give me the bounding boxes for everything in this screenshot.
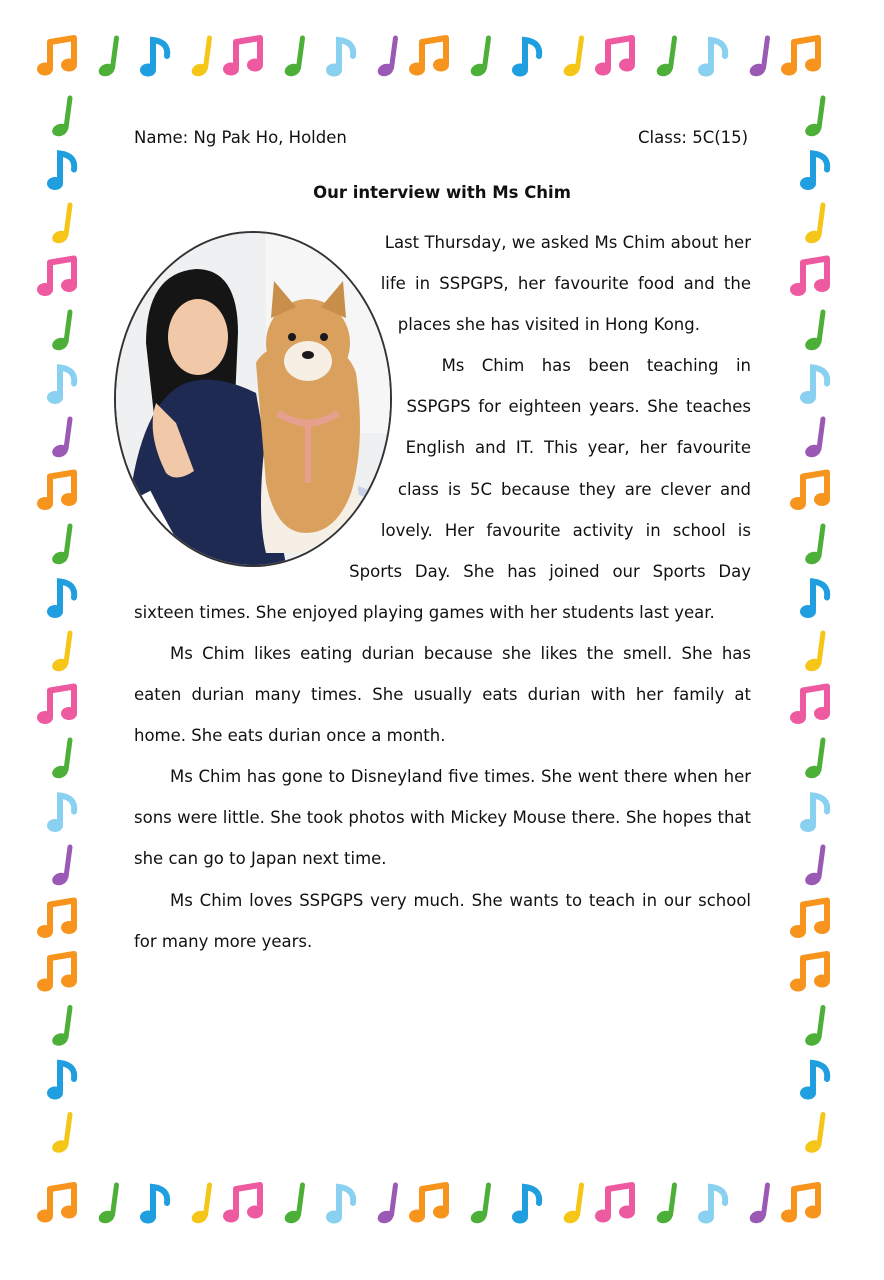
music-note-icon [223, 38, 263, 76]
music-note-icon [748, 38, 768, 78]
music-note-icon [409, 1185, 449, 1223]
paragraph-disneyland: Ms Chim has gone to Disneyland five times. She went there when her sons were little. She took photos with Mickey Mouse there. She hopes that she can go to Japan next time. [134, 767, 751, 869]
music-note-icon [47, 1063, 74, 1100]
music-note-icon [595, 1185, 635, 1223]
music-note-icon [140, 40, 167, 77]
paragraph-conclusion: Ms Chim loves SSPGPS very much. She wants to teach in our school for many more years. [134, 890, 751, 951]
music-note-icon [37, 1185, 77, 1223]
music-note-icon [748, 1185, 768, 1225]
music-note-icon [50, 312, 70, 352]
music-note-icon [803, 526, 823, 566]
music-note-icon [790, 901, 830, 939]
music-note-icon [781, 38, 821, 76]
music-note-icon [326, 40, 353, 77]
music-note-icon [37, 687, 77, 725]
music-note-icon [50, 740, 70, 780]
photo-wrap-space [134, 222, 408, 578]
student-name: Name: Ng Pak Ho, Holden [134, 128, 347, 147]
music-note-icon [50, 419, 70, 459]
music-note-icon [781, 1185, 821, 1223]
music-note-icon [595, 38, 635, 76]
music-note-icon [190, 1185, 210, 1225]
music-note-icon [376, 1185, 396, 1225]
music-note-icon [698, 1187, 725, 1224]
music-note-icon [223, 1185, 263, 1223]
music-note-icon [803, 1115, 823, 1155]
music-note-icon [50, 98, 70, 138]
music-note-icon [376, 38, 396, 78]
music-note-icon [469, 1185, 489, 1225]
music-note-icon [803, 98, 823, 138]
music-note-icon [50, 1008, 70, 1048]
music-note-icon [562, 1185, 582, 1225]
music-note-icon [50, 205, 70, 245]
paragraph-intro: Last Thursday, we asked Ms Chim about her life in SSPGPS, her favourite food and the places she has visited in Hong Kong. [380, 233, 751, 335]
music-note-icon [790, 259, 830, 297]
music-note-icon [469, 38, 489, 78]
music-note-icon [790, 473, 830, 511]
music-note-icon [803, 633, 823, 673]
music-note-icon [97, 1185, 117, 1225]
music-note-icon [37, 954, 77, 992]
music-note-icon [50, 847, 70, 887]
music-note-icon [562, 38, 582, 78]
music-note-icon [803, 847, 823, 887]
student-class: Class: 5C(15) [638, 128, 749, 147]
paragraph-durian: Ms Chim likes eating durian because she likes the smell. She has eaten durian many times. She usually eats durian with her family at home. She eats durian once a month. [134, 643, 751, 746]
music-note-icon [803, 740, 823, 780]
music-note-icon [37, 901, 77, 939]
music-note-icon [790, 954, 830, 992]
music-note-icon [512, 1187, 539, 1224]
music-note-icon [803, 205, 823, 245]
music-note-icon [283, 1185, 303, 1225]
music-note-icon [800, 368, 827, 405]
music-note-icon [50, 1115, 70, 1155]
music-note-icon [655, 38, 675, 78]
music-note-icon [283, 38, 303, 78]
music-note-icon [97, 38, 117, 78]
music-note-icon [803, 419, 823, 459]
music-note-icon [140, 1187, 167, 1224]
music-note-icon [803, 312, 823, 352]
music-note-icon [47, 582, 74, 619]
music-note-icon [47, 368, 74, 405]
music-note-icon [409, 38, 449, 76]
music-note-icon [512, 40, 539, 77]
music-note-icon [800, 796, 827, 833]
music-note-icon [326, 1187, 353, 1224]
music-note-icon [790, 687, 830, 725]
music-note-icon [803, 1008, 823, 1048]
music-note-icon [800, 582, 827, 619]
music-note-icon [47, 796, 74, 833]
music-note-icon [37, 259, 77, 297]
music-note-icon [655, 1185, 675, 1225]
music-note-icon [50, 633, 70, 673]
paragraph-teaching: Ms Chim has been teaching in SSPGPS for eighteen years. She teaches English and IT. This year, her favourite class is 5C because they are clever and lovely. Her favourite activity in school is Sports Day. She has joined our Sports Day sixteen times. She enjoyed playing games with her students last year. [134, 356, 751, 622]
music-note-icon [190, 38, 210, 78]
article-body [134, 222, 751, 962]
music-note-icon [50, 526, 70, 566]
music-note-icon [37, 38, 77, 76]
music-note-icon [698, 40, 725, 77]
music-note-icon [800, 1063, 827, 1100]
article-title: Our interview with Ms Chim [313, 183, 571, 202]
music-note-icon [37, 473, 77, 511]
